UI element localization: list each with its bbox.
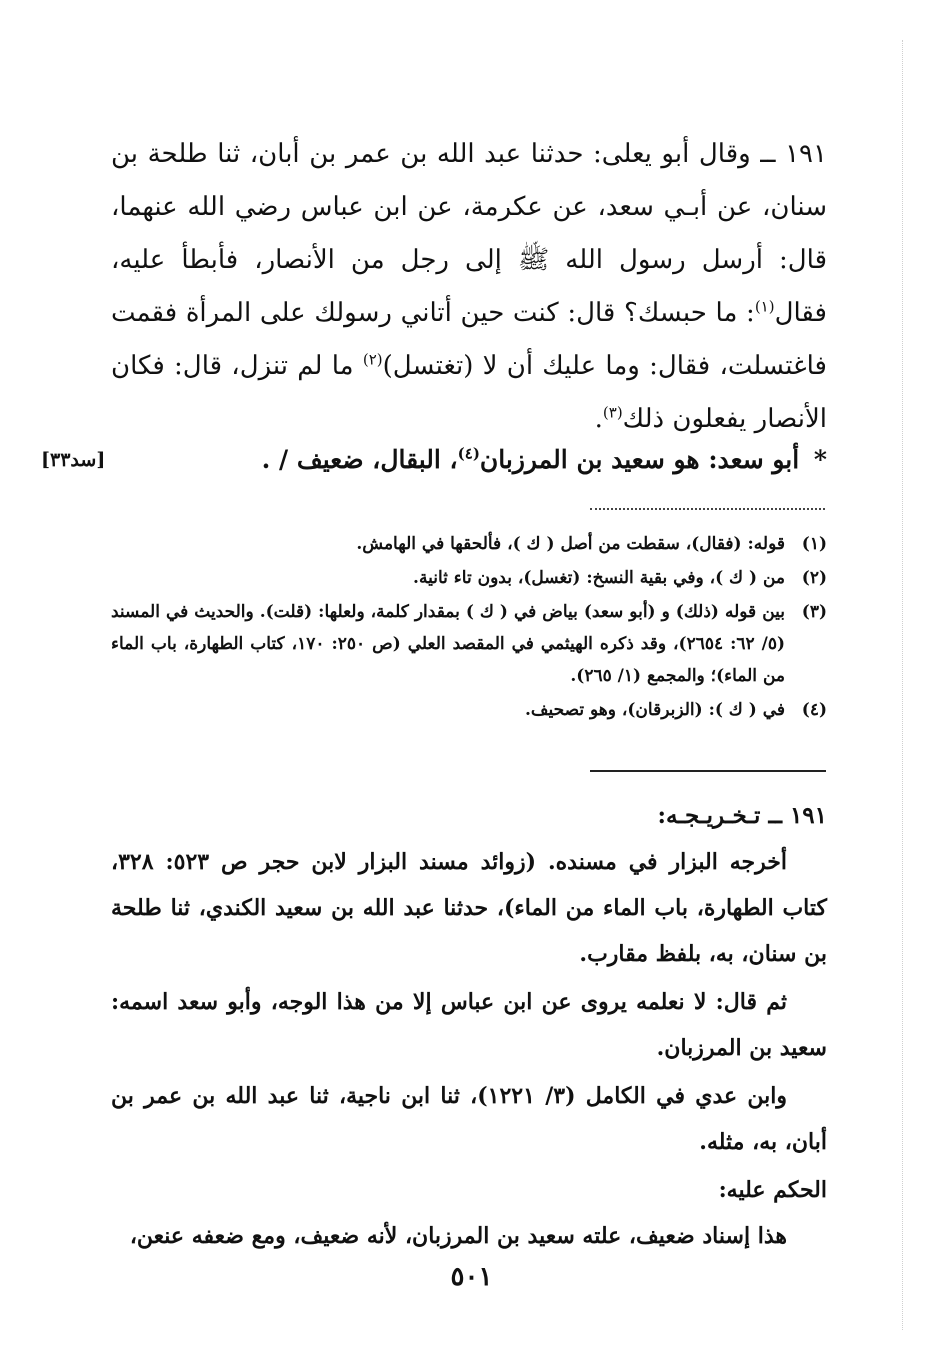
footnote — [111, 528, 827, 560]
footnote-text: بين قوله (ذلك) و (أبو سعد) بياض في ( ك ) بمقدار كلمة، ولعلها: (قلت). والحديث في المسند (٥/ ٦٢: ٢٦٥٤)، وقد ذكره الهيثمي في المقصد العلي (ص ٢٥٠: ١٧٠، كتاب الطهارة، باب الماء من الماء)؛ والمجمع (١/ ٢٦٥). — [111, 602, 786, 686]
takhrij-paragraph: أخرجه البزار في مسنده. (زوائد مسند البزار لابن حجر ص ٥٢٣: ٣٢٨، كتاب الطهارة، باب الماء من الماء)، حدثنا عبد الله بن سعيد الكندي، ثنا طلحة بن سنان، به، بلفظ مقارب. — [111, 849, 827, 967]
page-edge — [901, 40, 903, 1330]
takhrij-section — [111, 793, 827, 1261]
footnote-number: (٣) — [801, 602, 827, 622]
narrator-note-text: أبو سعد: هو سعيد بن المرزبان — [479, 445, 800, 474]
footnote-ref: (٢) — [362, 350, 383, 369]
footnote — [111, 694, 827, 726]
page-number: ٥٠١ — [450, 1262, 493, 1292]
takhrij-paragraph: وابن عدي في الكامل (٣/ ١٢٢١)، ثنا ابن ناجية، ثنا عبد الله بن عمر بن أبان، به، مثله. — [111, 1083, 827, 1155]
footnote-number: (١) — [801, 534, 827, 554]
ruling-heading: الحكم عليه: — [718, 1177, 827, 1203]
dotted-separator — [590, 508, 825, 510]
footnote-number: (٢) — [801, 568, 827, 588]
takhrij-heading: ١٩١ ــ تـخـريـجـه: — [657, 802, 827, 829]
star-marker: * — [813, 445, 827, 474]
narrator-note-text: ، البقال، ضعيف / . — [261, 445, 458, 474]
footnote — [111, 562, 827, 594]
ruling-text: هذا إسناد ضعيف، علته سعيد بن المرزبان، لأنه ضعيف، ومع ضعفه عنعن، — [129, 1223, 787, 1249]
hadith-text-part: ما لم تنزل، قال: فكان الأنصار يفعلون ذلك — [111, 351, 827, 434]
hadith-text — [111, 128, 827, 446]
manuscript-siglum: [سد٣٣] — [41, 449, 106, 471]
hadith-text-part: : ما حبسك؟ قال: كنت حين أتاني رسولك على المرأة فقمت فاغتسلت، فقال: وما عليك أن لا (تغتسل) — [111, 298, 827, 381]
footnote — [111, 596, 827, 692]
footnote-number: (٤) — [801, 700, 827, 720]
footnote-text: قوله: (فقال)، سقطت من أصل ( ك )، فألحقها في الهامش. — [356, 534, 785, 554]
takhrij-paragraph: ثم قال: لا نعلمه يروى عن ابن عباس إلا من هذا الوجه، وأبو سعد اسمه: سعيد بن المرزبان. — [111, 989, 827, 1061]
footnotes — [111, 528, 827, 728]
footnote-text: في ( ك ): (الزبرقان)، وهو تصحيف. — [525, 700, 785, 720]
section-rule — [590, 770, 826, 772]
footnote-ref: (١) — [754, 297, 775, 316]
footnote-ref: (٣) — [602, 403, 623, 422]
footnote-text: من ( ك )، وفي بقية النسخ: (تغسل)، بدون تاء ثانية. — [413, 568, 785, 588]
hadith-text-part: . — [594, 404, 603, 434]
narrator-note — [41, 438, 827, 482]
footnote-ref: (٤) — [457, 444, 480, 463]
hadith-paragraph — [111, 128, 827, 446]
hadith-text-part: ١٩١ ــ وقال أبو يعلى: حدثنا عبد الله بن عمر بن أبان، ثنا طلحة بن سنان، عن أبـي سعد، عن عكرمة، عن ابن عباس رضي الله عنهما، قال: أرسل رسول الله ﷺ إلى رجل من الأنصار، فأبطأ عليه، فقال — [111, 139, 827, 328]
